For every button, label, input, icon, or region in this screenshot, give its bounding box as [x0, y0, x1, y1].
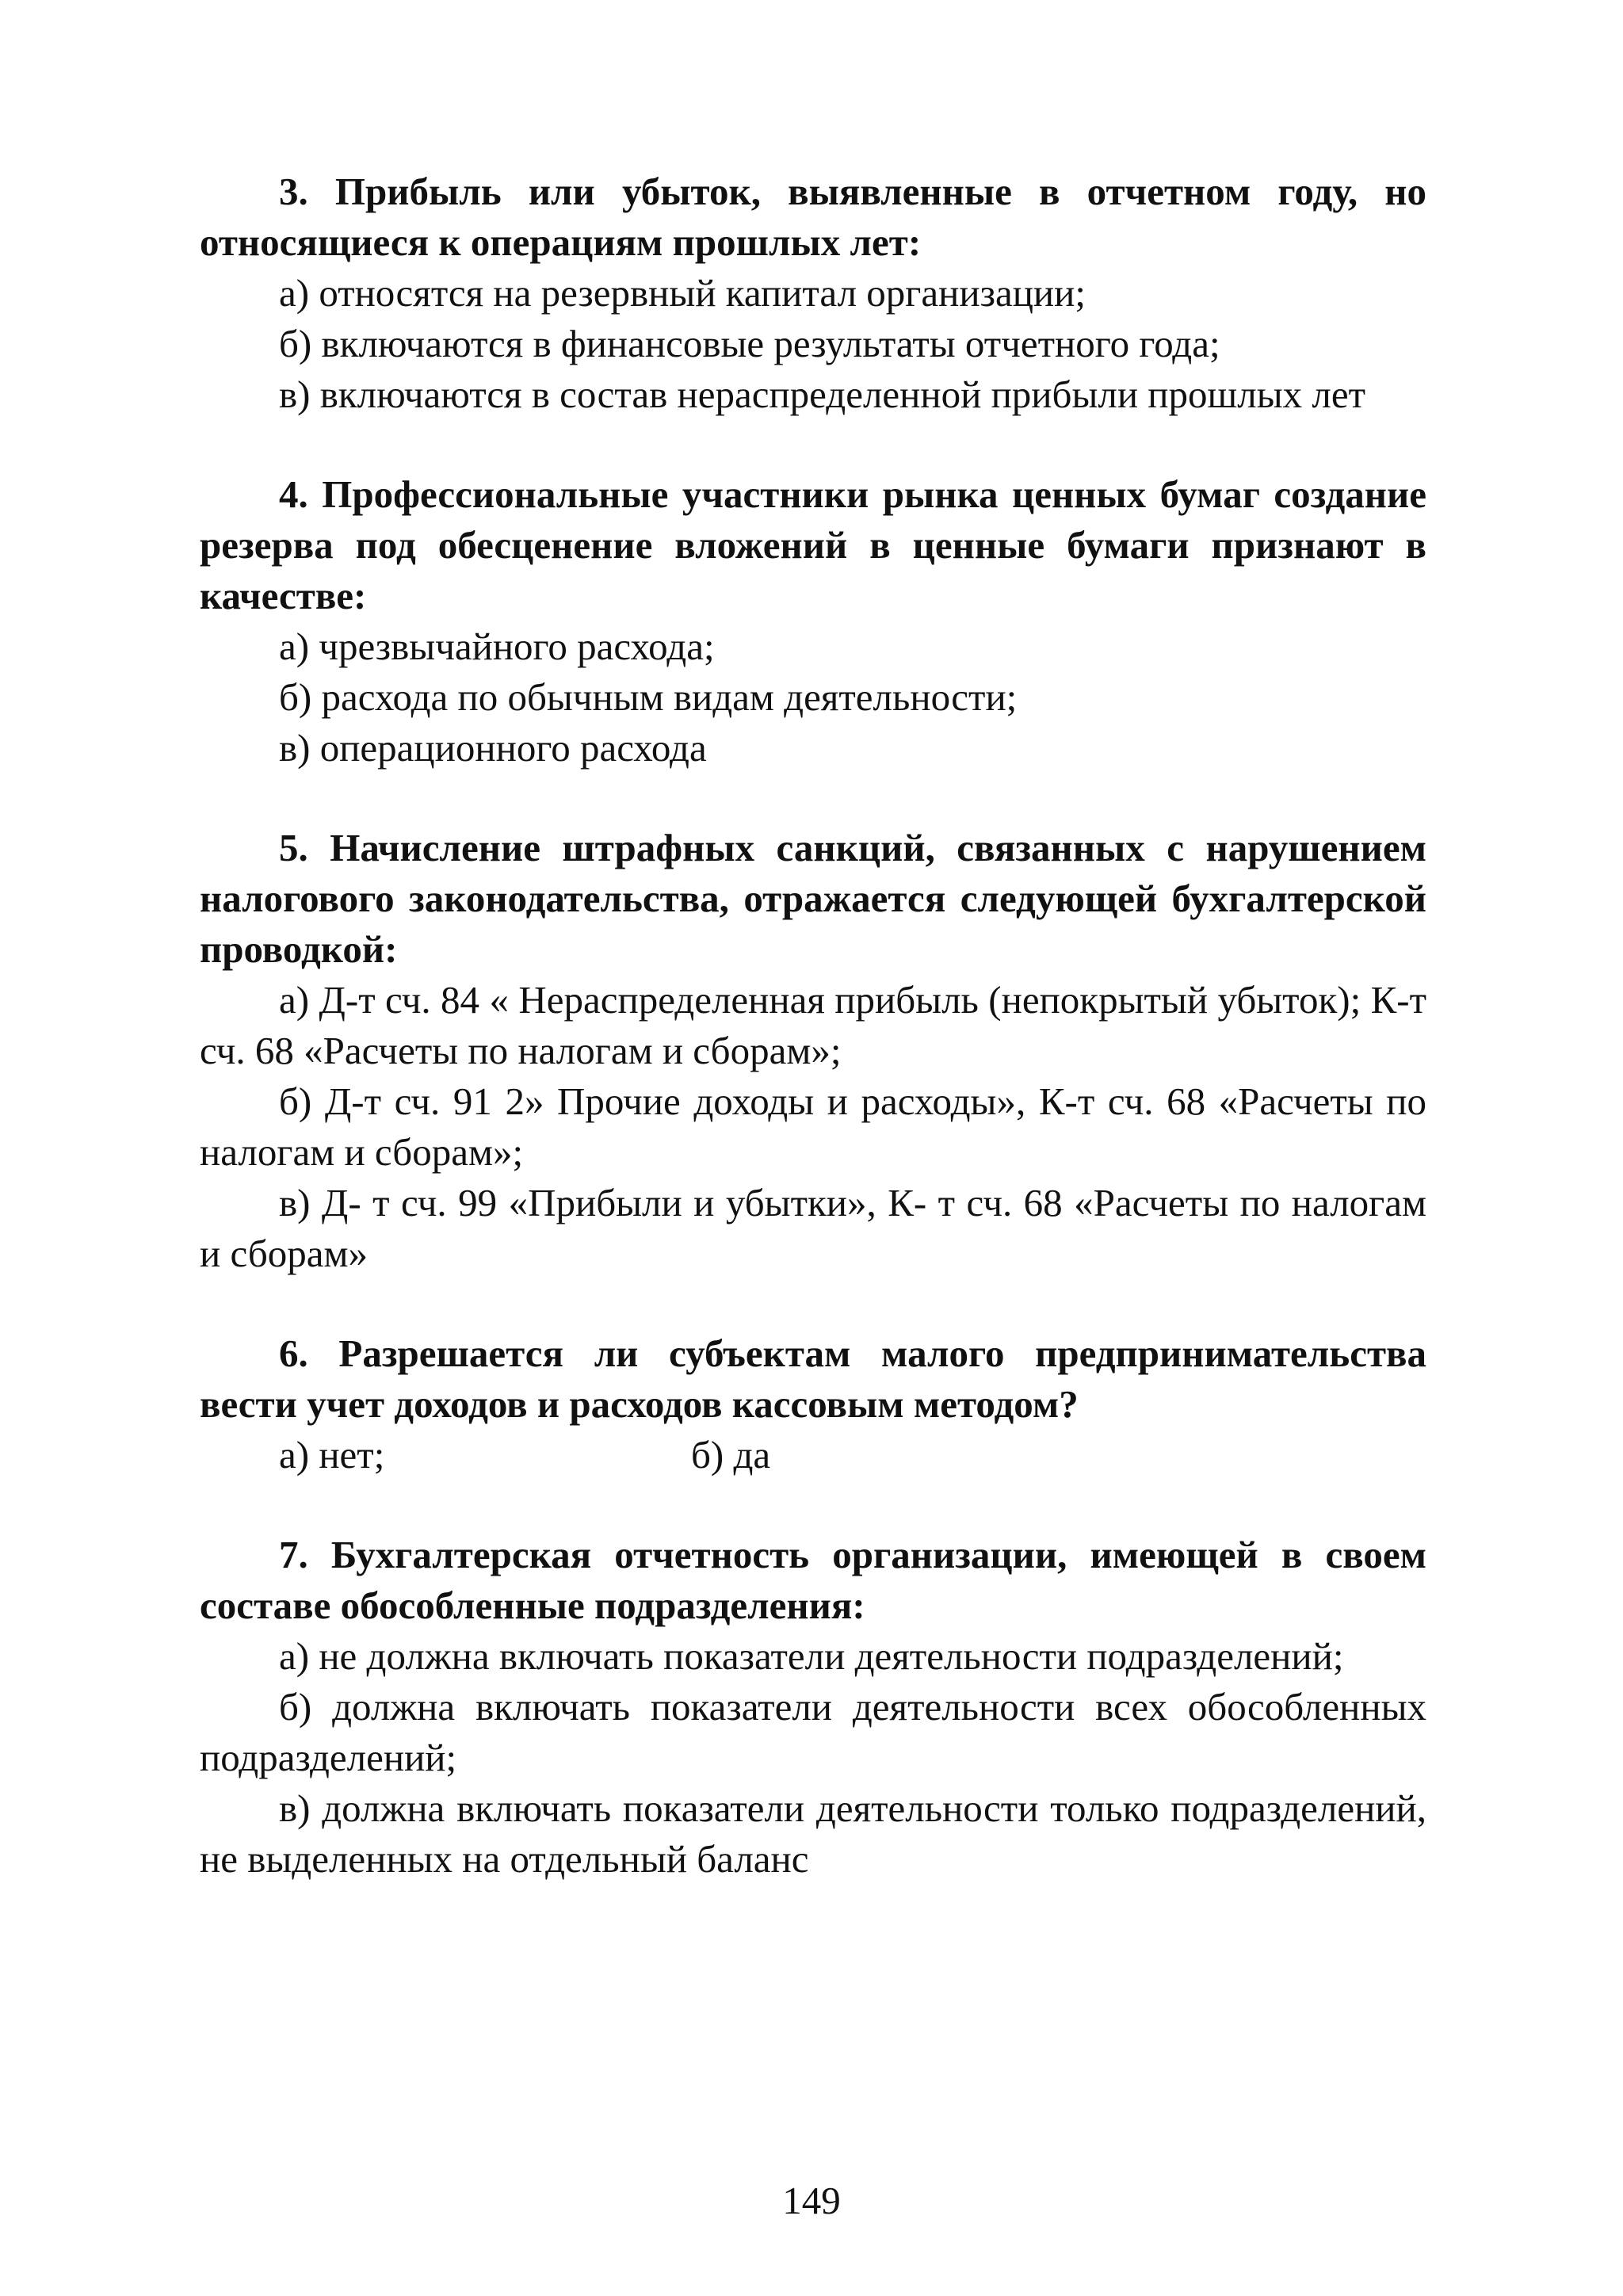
answer-option: а) относятся на резервный капитал организации;: [279, 271, 1086, 315]
answer-option: б) да: [691, 1433, 771, 1477]
answer-options-row: [200, 1430, 1426, 1480]
question-5: [200, 823, 1426, 1279]
answer-option: а) чрезвычайного расхода;: [279, 625, 715, 668]
answer-option: в) Д- т сч. 99 «Прибыли и убытки», К- т сч. 68 «Расчеты по налогам и сборам»: [200, 1181, 1426, 1275]
page-number: 149: [782, 2179, 841, 2222]
question-title: 7. Бухгалтерская отчетность организации, имеющей в своем составе обособленные подразделения:: [200, 1533, 1426, 1627]
question-title: 3. Прибыль или убыток, выявленные в отчетном году, но относящиеся к операциям прошлых лет:: [200, 170, 1426, 264]
answer-option: б) должна включать показатели деятельности всех обособленных подразделений;: [200, 1685, 1426, 1779]
page-body: [200, 166, 1426, 2116]
question-6: [200, 1328, 1426, 1480]
question-7: [200, 1530, 1426, 1885]
question-title: 4. Профессиональные участники рынка ценных бумаг создание резерва под обесценение вложений в ценные бумаги признают в качестве:: [200, 472, 1426, 617]
answer-option: а) Д-т сч. 84 « Нераспределенная прибыль (непокрытый убыток); К-т сч. 68 «Расчеты по налогам и сборам»;: [200, 978, 1426, 1072]
question-title: 6. Разрешается ли субъектам малого предпринимательства вести учет доходов и расходов кассовым методом?: [200, 1331, 1426, 1426]
answer-option: в) включаются в состав нераспределенной прибыли прошлых лет: [279, 372, 1365, 416]
question-4: [200, 469, 1426, 774]
question-title: 5. Начисление штрафных санкций, связанных с нарушением налогового законодательства, отражается следующей бухгалтерской проводкой:: [200, 826, 1426, 971]
answer-option: б) расхода по обычным видам деятельности;: [279, 675, 1018, 719]
answer-option: б) Д-т сч. 91 2» Прочие доходы и расходы», К-т сч. 68 «Расчеты по налогам и сборам»;: [200, 1079, 1426, 1174]
question-3: [200, 166, 1426, 420]
answer-option: а) не должна включать показатели деятельности подразделений;: [279, 1634, 1344, 1678]
answer-option: б) включаются в финансовые результаты отчетного года;: [279, 322, 1220, 365]
answer-option: в) должна включать показатели деятельности только подразделений, не выделенных на отдельный баланс: [200, 1786, 1426, 1881]
answer-option: а) нет;: [279, 1433, 385, 1477]
answer-option: в) операционного расхода: [279, 726, 707, 770]
